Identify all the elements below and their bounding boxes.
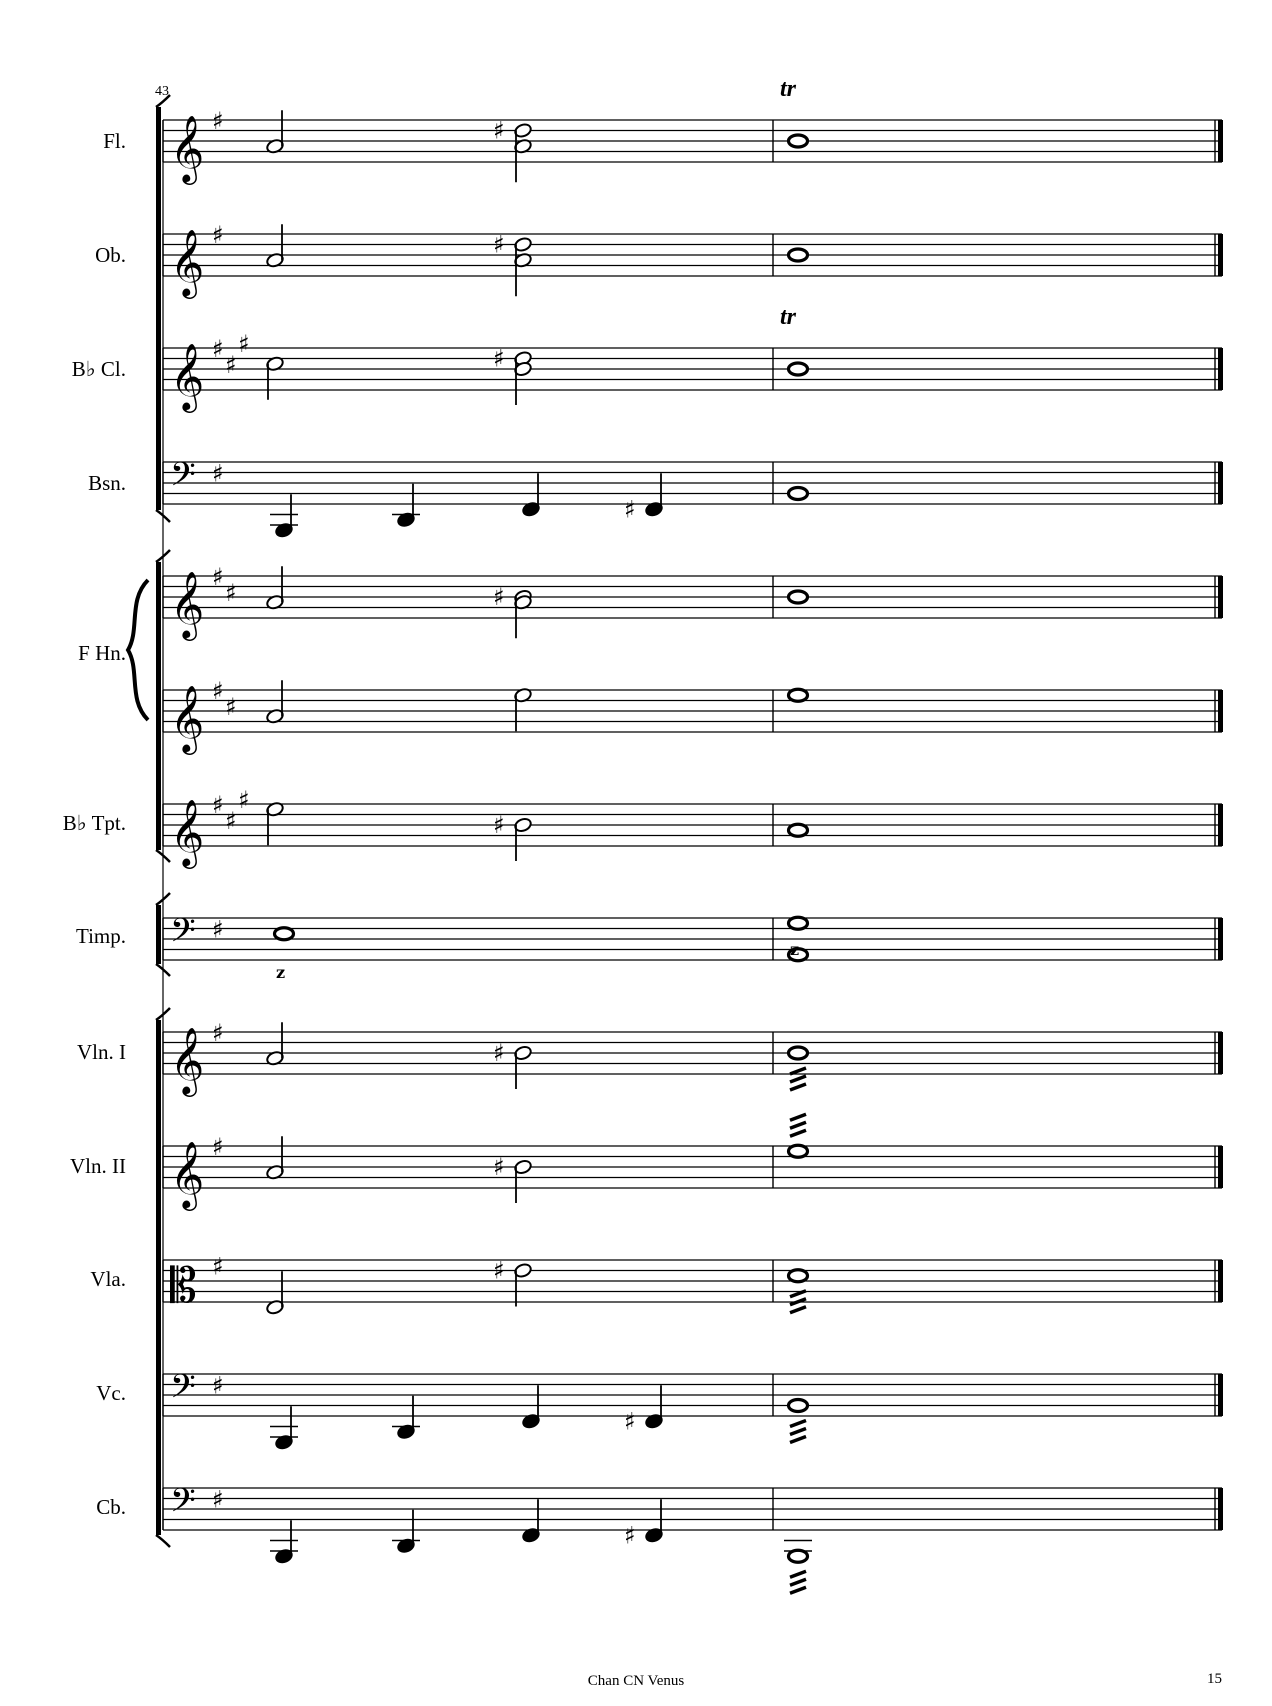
staff-timpani bbox=[163, 915, 1223, 960]
cello-note-0 bbox=[270, 1406, 298, 1450]
clarinet-sharp-1: ♯ bbox=[493, 344, 505, 373]
label-viola: Vla. bbox=[90, 1267, 126, 1291]
final-barline-viola bbox=[1218, 1260, 1223, 1302]
contrabass-note-2 bbox=[521, 1499, 540, 1543]
label-timpani: Timp. bbox=[75, 924, 126, 948]
flute-note-0 bbox=[265, 110, 284, 154]
key-sharp-trumpet-0: ♯ bbox=[212, 791, 224, 819]
violin-1-note-2 bbox=[789, 1047, 808, 1090]
label-flute: Fl. bbox=[103, 129, 126, 153]
label-oboe: Ob. bbox=[95, 243, 126, 267]
viola-note-0 bbox=[265, 1271, 284, 1315]
final-barline-flute bbox=[1218, 120, 1223, 162]
violin-2-note-2 bbox=[789, 1114, 808, 1157]
contrabass-note-3 bbox=[644, 1499, 663, 1543]
violin-1-note-0 bbox=[265, 1022, 284, 1066]
bracket-percussion bbox=[156, 905, 161, 964]
final-barline-horn-2 bbox=[1218, 690, 1223, 732]
horn-1-note-0 bbox=[265, 566, 284, 610]
staff-contrabass bbox=[163, 1485, 1223, 1530]
horn-2-note-2 bbox=[789, 689, 808, 701]
final-barline-violin-1 bbox=[1218, 1032, 1223, 1074]
bassoon-sharp-3: ♯ bbox=[624, 495, 636, 524]
timpani-roll-2: z bbox=[790, 940, 800, 959]
bass-clef-contrabass: 𝄢 bbox=[170, 1482, 196, 1528]
violin-2-note-0 bbox=[265, 1136, 284, 1180]
page-number: 15 bbox=[1207, 1671, 1222, 1687]
key-sharp-clarinet-1: ♯ bbox=[225, 350, 237, 379]
final-barline-timpani bbox=[1218, 918, 1223, 960]
cello-note-1 bbox=[392, 1396, 420, 1440]
treble-clef-oboe: 𝄞 bbox=[170, 228, 205, 296]
treble-clef-clarinet: 𝄞 bbox=[170, 342, 205, 410]
cello-note-4 bbox=[789, 1400, 808, 1443]
alto-clef-viola: 𝄡 bbox=[170, 1258, 197, 1314]
violin-2-note-1 bbox=[513, 1159, 532, 1203]
bassoon-note-1 bbox=[392, 484, 420, 528]
treble-clef-horn-2: 𝄞 bbox=[170, 684, 205, 752]
label-bassoon: Bsn. bbox=[88, 471, 126, 495]
horn-2-note-1 bbox=[513, 687, 532, 731]
key-sharp-horn-2-0: ♯ bbox=[212, 677, 224, 705]
trumpet-note-2 bbox=[789, 824, 808, 836]
bass-clef-cello: 𝄢 bbox=[170, 1368, 196, 1414]
trumpet-note-1 bbox=[513, 817, 532, 861]
violin-2-sharp-1: ♯ bbox=[493, 1153, 505, 1181]
key-sharp-violin-1-0: ♯ bbox=[212, 1019, 224, 1047]
staff-horn-2 bbox=[163, 690, 1223, 732]
key-sharp-oboe-0: ♯ bbox=[212, 221, 224, 249]
staff-clarinet bbox=[163, 348, 1223, 390]
treble-clef-horn-1: 𝄞 bbox=[170, 570, 205, 638]
trill-mark-flute: tr bbox=[780, 76, 797, 102]
bass-clef-bassoon: 𝄢 bbox=[170, 456, 196, 502]
oboe-sharp-1: ♯ bbox=[493, 230, 505, 259]
contrabass-sharp-3: ♯ bbox=[624, 1521, 636, 1550]
final-barline-horn-1 bbox=[1218, 576, 1223, 618]
label-clarinet: B♭ Cl. bbox=[71, 357, 126, 381]
treble-clef-flute: 𝄞 bbox=[170, 114, 205, 182]
horn-1-note-1 bbox=[513, 589, 532, 638]
staff-viola bbox=[163, 1260, 1223, 1302]
clarinet-note-0 bbox=[265, 356, 284, 400]
cello-note-3 bbox=[644, 1385, 663, 1429]
label-cello: Vc. bbox=[96, 1381, 126, 1405]
final-barline-cello bbox=[1218, 1374, 1223, 1416]
final-barline-clarinet bbox=[1218, 348, 1223, 390]
bassoon-note-4 bbox=[789, 488, 808, 500]
key-sharp-timpani-0: ♯ bbox=[212, 915, 224, 944]
key-sharp-trumpet-1: ♯ bbox=[225, 806, 237, 835]
bassoon-note-3 bbox=[644, 473, 663, 517]
horn-2-note-0 bbox=[265, 680, 284, 724]
final-barline-contrabass bbox=[1218, 1488, 1223, 1530]
label-trumpet: B♭ Tpt. bbox=[62, 811, 126, 835]
label-contrabass: Cb. bbox=[96, 1495, 126, 1519]
staff-violin-2 bbox=[163, 1146, 1223, 1188]
trumpet-note-0 bbox=[265, 801, 284, 845]
viola-note-1 bbox=[513, 1262, 532, 1306]
key-sharp-violin-2-0: ♯ bbox=[212, 1133, 224, 1161]
contrabass-note-0 bbox=[270, 1520, 298, 1564]
timpani-note-0 bbox=[275, 928, 294, 940]
final-barline-violin-2 bbox=[1218, 1146, 1223, 1188]
measure-number: 43 bbox=[155, 84, 169, 99]
flute-note-2 bbox=[789, 135, 808, 147]
bassoon-note-0 bbox=[270, 494, 298, 538]
bracket-woodwinds bbox=[156, 107, 161, 510]
label-violin-1: Vln. I bbox=[77, 1040, 126, 1064]
key-sharp-horn-2-1: ♯ bbox=[225, 692, 237, 721]
treble-clef-trumpet: 𝄞 bbox=[170, 798, 205, 866]
key-sharp-clarinet-0: ♯ bbox=[212, 335, 224, 363]
trumpet-sharp-1: ♯ bbox=[493, 811, 505, 839]
key-sharp-horn-1-0: ♯ bbox=[212, 563, 224, 591]
bracket-strings bbox=[156, 1020, 161, 1535]
cello-note-2 bbox=[521, 1385, 540, 1429]
violin-1-sharp-1: ♯ bbox=[493, 1039, 505, 1067]
contrabass-note-4 bbox=[784, 1541, 812, 1594]
key-sharp-contrabass-0: ♯ bbox=[212, 1485, 224, 1514]
key-sharp-bassoon-0: ♯ bbox=[212, 459, 224, 488]
horn-1-note-2 bbox=[789, 591, 808, 603]
flute-note-1 bbox=[513, 122, 532, 182]
bassoon-note-2 bbox=[521, 473, 540, 517]
key-sharp-horn-1-1: ♯ bbox=[225, 578, 237, 607]
key-sharp-cello-0: ♯ bbox=[212, 1371, 224, 1400]
staff-oboe bbox=[163, 234, 1223, 276]
key-sharp-flute-0: ♯ bbox=[212, 107, 224, 135]
trill-mark-clarinet: tr bbox=[780, 304, 797, 330]
oboe-note-0 bbox=[265, 224, 284, 268]
staff-horn-1 bbox=[163, 576, 1223, 618]
key-sharp-clarinet-2: ♯ bbox=[238, 329, 250, 358]
label-violin-2: Vln. II bbox=[70, 1154, 126, 1178]
treble-clef-violin-1: 𝄞 bbox=[170, 1026, 205, 1094]
bracket-brass bbox=[156, 562, 161, 850]
footer-title: Chan CN Venus bbox=[587, 1673, 685, 1689]
oboe-note-1 bbox=[513, 236, 532, 296]
cello-sharp-3: ♯ bbox=[624, 1407, 636, 1436]
horn-1-sharp-1: ♯ bbox=[493, 583, 505, 611]
key-sharp-viola-0: ♯ bbox=[212, 1252, 224, 1281]
flute-sharp-1: ♯ bbox=[493, 116, 505, 145]
timpani-roll-1: z bbox=[276, 963, 286, 982]
clarinet-note-2 bbox=[789, 363, 808, 375]
bass-clef-timpani: 𝄢 bbox=[170, 912, 196, 958]
key-sharp-trumpet-2: ♯ bbox=[238, 785, 250, 814]
contrabass-note-1 bbox=[392, 1510, 420, 1554]
final-barline-trumpet bbox=[1218, 804, 1223, 846]
label-horn: F Hn. bbox=[78, 641, 126, 665]
staff-bassoon bbox=[163, 459, 1223, 504]
staff-trumpet bbox=[163, 804, 1223, 846]
final-barline-bassoon bbox=[1218, 462, 1223, 504]
final-barline-oboe bbox=[1218, 234, 1223, 276]
violin-1-note-1 bbox=[513, 1045, 532, 1089]
staff-violin-1 bbox=[163, 1032, 1223, 1074]
oboe-note-2 bbox=[789, 249, 808, 261]
horn-brace bbox=[128, 580, 148, 720]
clarinet-note-1 bbox=[513, 350, 532, 405]
viola-sharp-1: ♯ bbox=[493, 1256, 505, 1285]
treble-clef-violin-2: 𝄞 bbox=[170, 1140, 205, 1208]
staff-cello bbox=[163, 1371, 1223, 1416]
staff-flute bbox=[163, 120, 1223, 162]
